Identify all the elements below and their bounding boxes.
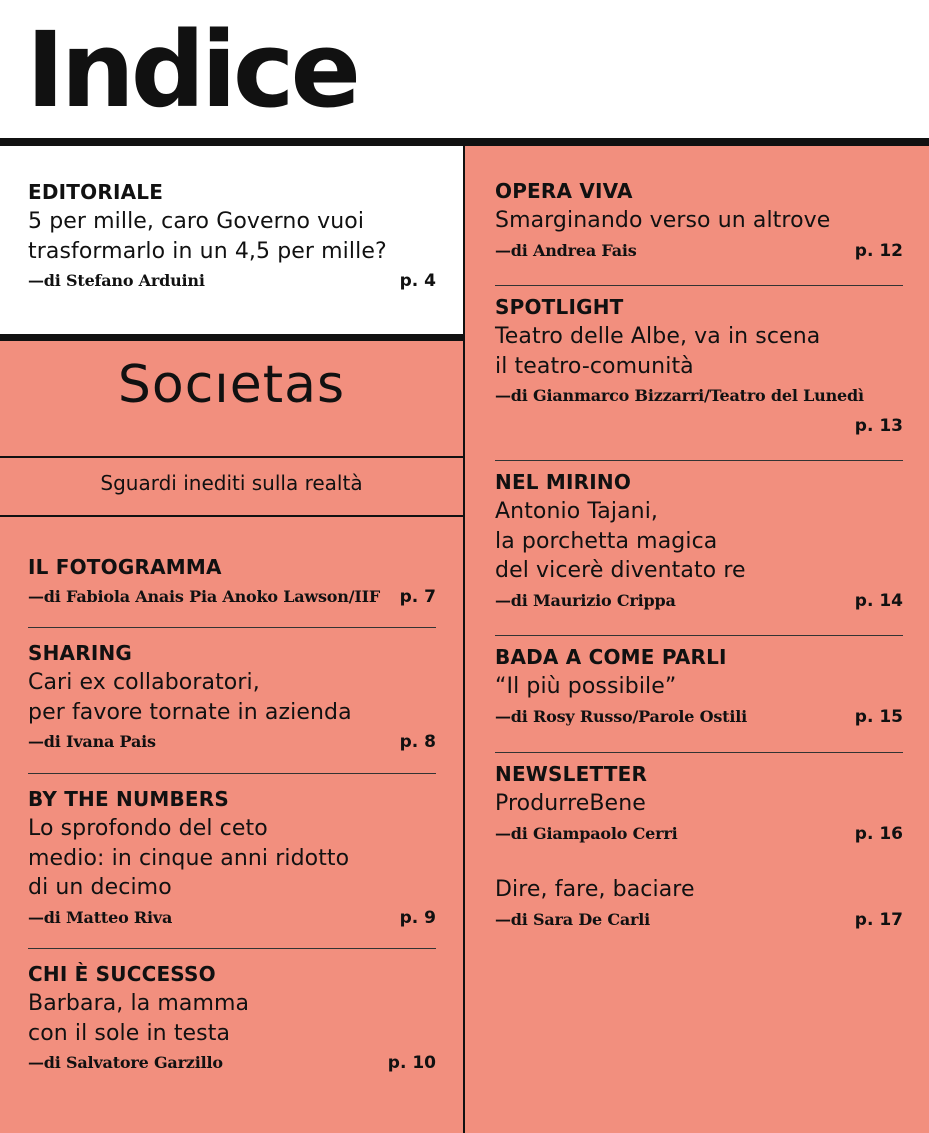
entry-headline-line: Antonio Tajani, [495,499,659,524]
entry-page-ref: p. 9 [399,907,436,928]
toc-entry-bada-a-come-parli[interactable] [495,643,903,729]
entry-page-ref: p. 10 [387,1053,436,1073]
entry-page-ref: p. 16 [854,823,903,844]
entry-headline-line: Teatro delle Albe, va in scena [495,324,821,349]
entry-headline-line: la porchetta magica [495,528,718,554]
entry-byline: —di Matteo Riva [28,907,173,927]
toc-entry-nel-mirino[interactable] [495,468,903,613]
entry-separator [28,773,436,774]
toc-entry-newsletter[interactable] [495,760,903,846]
entry-rubric: EDITORIALE [28,180,164,204]
entry-separator [28,627,436,628]
toc-entry-spotlight[interactable] [495,293,903,438]
entry-rubric: NEWSLETTER [495,762,648,786]
toc-entry-by-the-numbers[interactable] [28,785,436,930]
entry-separator [495,460,903,461]
entry-page-ref: p. 8 [399,732,436,752]
entry-byline: —di Andrea Fais [495,240,637,260]
entry-rubric: OPERA VIVA [495,179,633,203]
entry-separator [28,948,436,949]
entry-separator [495,635,903,636]
entry-headline-line: per favore tornate in azienda [28,699,352,725]
entry-rubric: NEL MIRINO [495,470,632,494]
section-subtitle: Sguardi inediti sulla realtà [100,471,363,495]
entry-rubric: BADA A COME PARLI [495,645,727,669]
entry-page-ref: p. 17 [854,909,903,930]
entry-page-ref: p. 14 [854,590,903,611]
top-rule [0,138,929,146]
entry-byline: —di Fabiola Anais Pia Anoko Lawson/IIF [28,587,381,606]
entry-headline-line: “Il più possibile” [495,674,677,699]
entry-rubric: CHI È SUCCESSO [28,962,216,986]
entry-separator [495,752,903,753]
entry-byline: —di Giampaolo Cerri [495,823,678,843]
entry-headline-line: il teatro-comunità [495,353,694,379]
entry-byline: —di Maurizio Crippa [495,590,676,610]
section-band-divider [0,456,463,458]
entry-headline-line: trasformarlo in un 4,5 per mille? [28,238,387,264]
entry-page-ref: p. 7 [399,587,436,607]
page-title: Indice [26,9,358,131]
entry-headline-line: Cari ex collaboratori, [28,670,260,695]
editorial-box [0,146,463,334]
toc-entry-dire-fare-baciare[interactable] [495,875,903,932]
section-band-divider [0,515,463,517]
entry-headline-line: con il sole in testa [28,1020,231,1046]
entry-byline: —di Stefano Arduini [28,271,205,290]
editorial-entry[interactable] [28,178,436,293]
entry-byline: —di Rosy Russo/Parole Ostili [495,706,748,726]
entry-headline-line: Dire, fare, baciare [495,877,695,902]
section-title: Socıetas [117,355,346,415]
entry-rubric: SPOTLIGHT [495,295,624,319]
entry-headline-line: di un decimo [28,875,172,900]
entry-rubric: BY THE NUMBERS [28,787,229,811]
entry-headline-line: Smarginando verso un altrove [495,208,831,233]
toc-entry-opera-viva[interactable] [495,177,903,263]
entry-page-ref: p. 12 [854,240,903,261]
societas-section [0,341,463,1133]
entry-headline-line: Barbara, la mamma [28,991,250,1016]
entry-headline-line: Lo sprofondo del ceto [28,816,268,841]
right-column [465,146,929,1133]
entry-byline: —di Salvatore Garzillo [28,1053,223,1072]
toc-entry-il-fotogramma[interactable] [28,553,436,609]
editorial-rule [0,334,463,341]
entry-byline: —di Sara De Carli [495,909,651,929]
entry-byline: —di Gianmarco Bizzarri/Teatro del Lunedì [495,386,864,405]
entry-page-ref: p. 13 [854,416,903,436]
entry-headline-line: del vicerè diventato re [495,558,746,583]
entry-page-ref: p. 15 [854,706,903,727]
entry-headline-line: ProdurreBene [495,791,646,816]
entry-headline-line: 5 per mille, caro Governo vuoi [28,209,365,234]
entry-separator [495,285,903,286]
entry-rubric: IL FOTOGRAMMA [28,555,222,579]
toc-entry-sharing[interactable] [28,639,436,754]
entry-headline-line: medio: in cinque anni ridotto [28,845,350,871]
entry-byline: —di Ivana Pais [28,732,156,751]
toc-entry-chi-e-successo[interactable] [28,960,436,1075]
left-column [0,146,463,1133]
entry-rubric: SHARING [28,641,133,665]
entry-page-ref: p. 4 [399,271,436,291]
